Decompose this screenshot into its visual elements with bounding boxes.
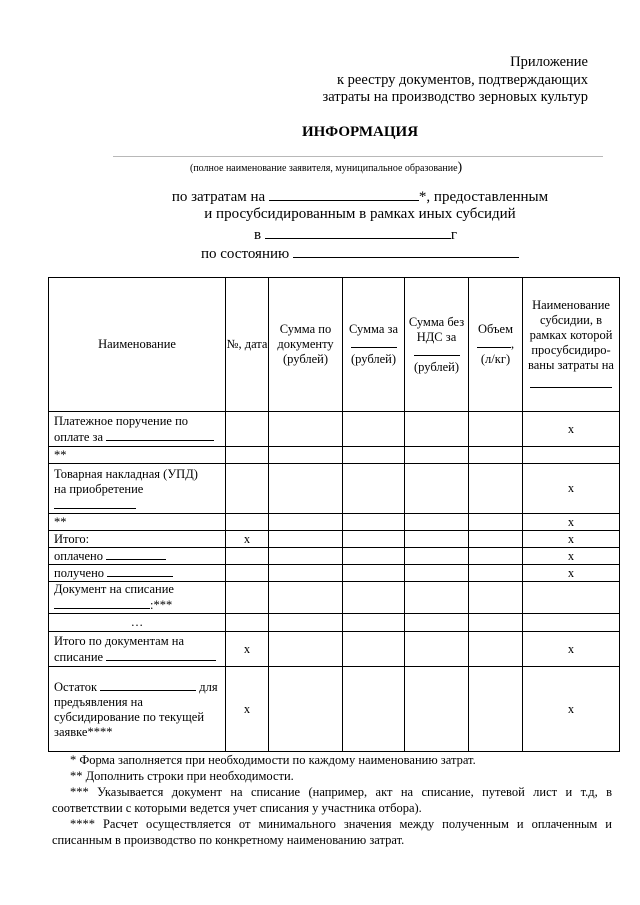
sum-novat-blank (414, 345, 460, 356)
row-label-text: оплачено (54, 549, 103, 563)
mark-cell: х (523, 548, 620, 565)
row-blank (106, 548, 166, 560)
mark-cell: х (523, 514, 620, 531)
cell (226, 412, 269, 447)
costs-prefix: по затратам на (171, 189, 266, 205)
row-blank (54, 497, 136, 509)
row-label-text: заявке**** (54, 724, 113, 739)
col-header-sum-novat (405, 278, 469, 412)
appendix-line: затраты на производство зерновых культур (322, 89, 588, 105)
mark-cell: х (523, 531, 620, 548)
cell (269, 531, 343, 548)
row-label-text: :*** (150, 598, 173, 612)
row-label-text: предъявления на (54, 694, 143, 709)
cell (469, 565, 523, 582)
subsidy-blank (530, 373, 612, 388)
row-label (49, 667, 226, 752)
applicant-caption-text: (полное наименование заявителя, муниципальное образование (190, 163, 458, 174)
table-row (49, 514, 620, 531)
row-label-text: Документ на списание (54, 582, 174, 596)
cell (343, 582, 405, 614)
cell (269, 582, 343, 614)
cell (343, 632, 405, 667)
cell (343, 514, 405, 531)
mark-cell: х (226, 632, 269, 667)
cell (469, 667, 523, 752)
cell (405, 667, 469, 752)
mark-cell: х (523, 667, 620, 752)
table-row (49, 582, 620, 614)
cell (469, 464, 523, 514)
cell (469, 447, 523, 464)
row-blank (107, 565, 173, 577)
applicant-caption-paren: ) (457, 160, 463, 175)
cell (523, 614, 620, 632)
cell (269, 632, 343, 667)
cell (226, 447, 269, 464)
cell (269, 548, 343, 565)
row-label-text: Остаток (54, 679, 98, 694)
table-header-row (49, 278, 620, 412)
mark-cell: х (523, 632, 620, 667)
footnote: *** Указывается документ на списание (например, акт на списание, путевой лист и т.д, в соответствии с которыми ведется учет списания у участника отбора). (52, 785, 612, 815)
cell (269, 464, 343, 514)
table-row (49, 632, 620, 667)
cell (405, 464, 469, 514)
cell (269, 565, 343, 582)
applicant-caption (190, 160, 462, 176)
col-header-subsidy (523, 278, 620, 412)
col-header-num-date: №, дата (226, 278, 269, 412)
cell (405, 531, 469, 548)
table-row (49, 565, 620, 582)
cell (405, 548, 469, 565)
cell (469, 412, 523, 447)
table-row (49, 548, 620, 565)
costs-suffix: *, предоставленным (418, 189, 549, 205)
cell (405, 565, 469, 582)
cell (343, 531, 405, 548)
row-blank (106, 429, 214, 441)
sum-for-label: Сумма за (348, 322, 398, 336)
appendix-heading (322, 54, 588, 107)
costs-table (48, 277, 620, 752)
table-row (49, 614, 620, 632)
row-label-text: списание (54, 649, 104, 664)
cell (269, 614, 343, 632)
cell (343, 667, 405, 752)
row-label-text: Товарная накладная (УПД) (54, 467, 198, 481)
year-blank (265, 225, 451, 239)
col-header-volume: Объем , (л/кг) (469, 278, 523, 412)
row-blank (106, 649, 216, 661)
sum-novat-unit: (рублей) (413, 359, 460, 374)
table-row (49, 464, 620, 514)
row-label (49, 464, 226, 514)
row-label-text: субсидирование по текущей (54, 709, 205, 724)
table-row (49, 531, 620, 548)
row-label: ** (49, 514, 226, 531)
intro-costs-line (0, 187, 640, 206)
applicant-name-line (113, 156, 603, 157)
cell (343, 548, 405, 565)
cell (269, 667, 343, 752)
cell (469, 632, 523, 667)
cell (343, 614, 405, 632)
cell (269, 514, 343, 531)
cell (405, 632, 469, 667)
cell (343, 447, 405, 464)
table-row (49, 447, 620, 464)
footnote: **** Расчет осуществляется от минимального значения между полученным и оплаченным и списанным в производство по конкретному наименованию затрат. (52, 817, 612, 847)
appendix-line: Приложение (510, 54, 588, 70)
cell (405, 514, 469, 531)
footnote: ** Дополнить строки при необходимости. (70, 769, 294, 783)
row-label (49, 412, 226, 447)
subsidy-label: Наименование субсидии, в рамках которой просубсидиро-ваны затраты на (528, 297, 614, 372)
cell (469, 582, 523, 614)
row-label-text: Платежное поручение по (54, 413, 189, 428)
row-label-text: Итого по документам на (54, 633, 185, 648)
cell (405, 582, 469, 614)
appendix-line: к реестру документов, подтверждающих (336, 71, 588, 88)
cell (226, 565, 269, 582)
cell (226, 582, 269, 614)
row-label-text: оплате за (54, 429, 104, 444)
cell (226, 464, 269, 514)
sum-novat-label: Сумма без НДС за (408, 314, 465, 344)
row-label: ** (49, 447, 226, 464)
row-label: … (49, 614, 226, 632)
cell (226, 514, 269, 531)
cell (269, 412, 343, 447)
mark-cell: х (226, 531, 269, 548)
mark-cell: х (523, 565, 620, 582)
row-blank (54, 597, 150, 609)
asof-label: по состоянию (201, 246, 290, 262)
table-row (49, 667, 620, 752)
volume-label: Объем (478, 322, 513, 336)
cell (405, 614, 469, 632)
col-header-sum-for (343, 278, 405, 412)
document-title: ИНФОРМАЦИЯ (301, 124, 419, 140)
cell (469, 614, 523, 632)
cell (405, 447, 469, 464)
mark-cell: х (226, 667, 269, 752)
cell (269, 447, 343, 464)
volume-unit: (л/кг) (480, 352, 511, 366)
row-label (49, 632, 226, 667)
asof-blank (293, 244, 519, 258)
row-label-text: для (199, 679, 218, 694)
row-label (49, 548, 226, 565)
cell (469, 514, 523, 531)
year-suffix: г (450, 227, 457, 243)
costs-blank (269, 187, 419, 201)
cell (523, 582, 620, 614)
table-row (49, 412, 620, 447)
intro-year-line (254, 225, 457, 244)
volume-blank (477, 337, 511, 348)
cell (405, 412, 469, 447)
sum-for-blank (351, 337, 397, 348)
intro-asof-line (201, 244, 519, 263)
mark-cell: х (523, 412, 620, 447)
row-label (49, 582, 226, 614)
cell (343, 565, 405, 582)
intro-subsidized-line: и просубсидированным в рамках иных субсидий (204, 206, 516, 222)
cell (469, 531, 523, 548)
col-header-name: Наименование (49, 278, 226, 412)
cell (343, 464, 405, 514)
row-label-text: на приобретение (54, 482, 144, 496)
footnotes (52, 752, 612, 848)
row-label-text: получено (54, 566, 105, 580)
mark-cell: х (523, 464, 620, 514)
col-header-doc-sum: Сумма по документу (рублей) (269, 278, 343, 412)
cell (226, 548, 269, 565)
footnote: * Форма заполняется при необходимости по каждому наименованию затрат. (70, 753, 476, 767)
cell (226, 614, 269, 632)
cell (523, 447, 620, 464)
row-label: Итого: (49, 531, 226, 548)
sum-for-unit: (рублей) (350, 352, 397, 366)
row-blank (100, 679, 196, 691)
year-prefix: в (254, 227, 262, 243)
cell (469, 548, 523, 565)
cell (343, 412, 405, 447)
row-label (49, 565, 226, 582)
